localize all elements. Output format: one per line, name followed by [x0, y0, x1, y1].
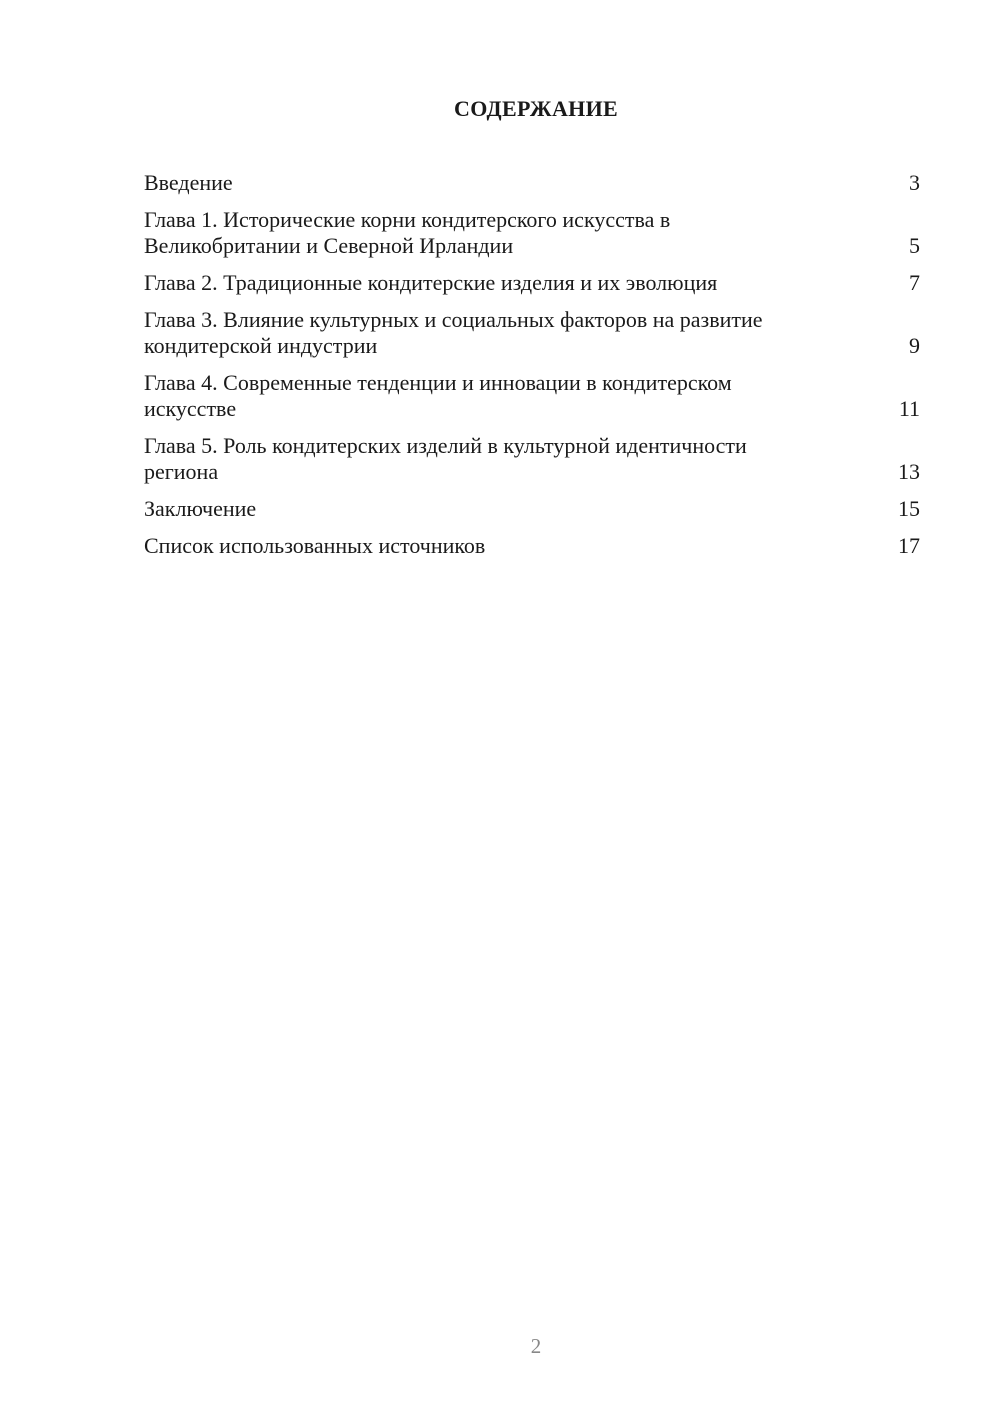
table-of-contents — [144, 170, 920, 570]
toc-entry-title: Глава 1. Исторические корни кондитерского искусства в Великобритании и Северной Ирландии — [144, 207, 671, 258]
page-title: СОДЕРЖАНИЕ — [454, 96, 618, 121]
toc-entry-title: Глава 3. Влияние культурных и социальных факторов на развитие кондитерской индустрии — [144, 307, 763, 358]
toc-entry-page: 13 — [898, 459, 920, 484]
toc-entry-chapter-4 — [144, 370, 920, 422]
toc-entry-chapter-2 — [144, 270, 920, 296]
toc-entry-chapter-1 — [144, 207, 920, 259]
toc-entry-page: 7 — [909, 270, 920, 295]
toc-entry-page: 9 — [909, 333, 920, 358]
toc-entry-page: 11 — [898, 396, 920, 421]
toc-entry-title: Введение — [144, 170, 233, 195]
toc-entry-conclusion — [144, 496, 920, 522]
toc-entry-introduction — [144, 170, 920, 196]
toc-entry-chapter-3 — [144, 307, 920, 359]
toc-entry-title: Глава 5. Роль кондитерских изделий в культурной идентичности региона — [144, 433, 747, 484]
toc-entry-page: 15 — [898, 496, 920, 521]
toc-entry-title: Заключение — [144, 496, 257, 521]
toc-entry-title: Глава 4. Современные тенденции и инновации в кондитерском искусстве — [144, 370, 732, 421]
toc-entry-references — [144, 533, 920, 559]
toc-entry-chapter-5 — [144, 433, 920, 485]
toc-entry-page: 17 — [898, 533, 920, 558]
page-number: 2 — [530, 1334, 542, 1358]
toc-entry-title: Список использованных источников — [144, 533, 486, 558]
toc-entry-page: 3 — [909, 170, 920, 195]
toc-entry-title: Глава 2. Традиционные кондитерские изделия и их эволюция — [144, 270, 718, 295]
toc-entry-page: 5 — [909, 233, 920, 258]
